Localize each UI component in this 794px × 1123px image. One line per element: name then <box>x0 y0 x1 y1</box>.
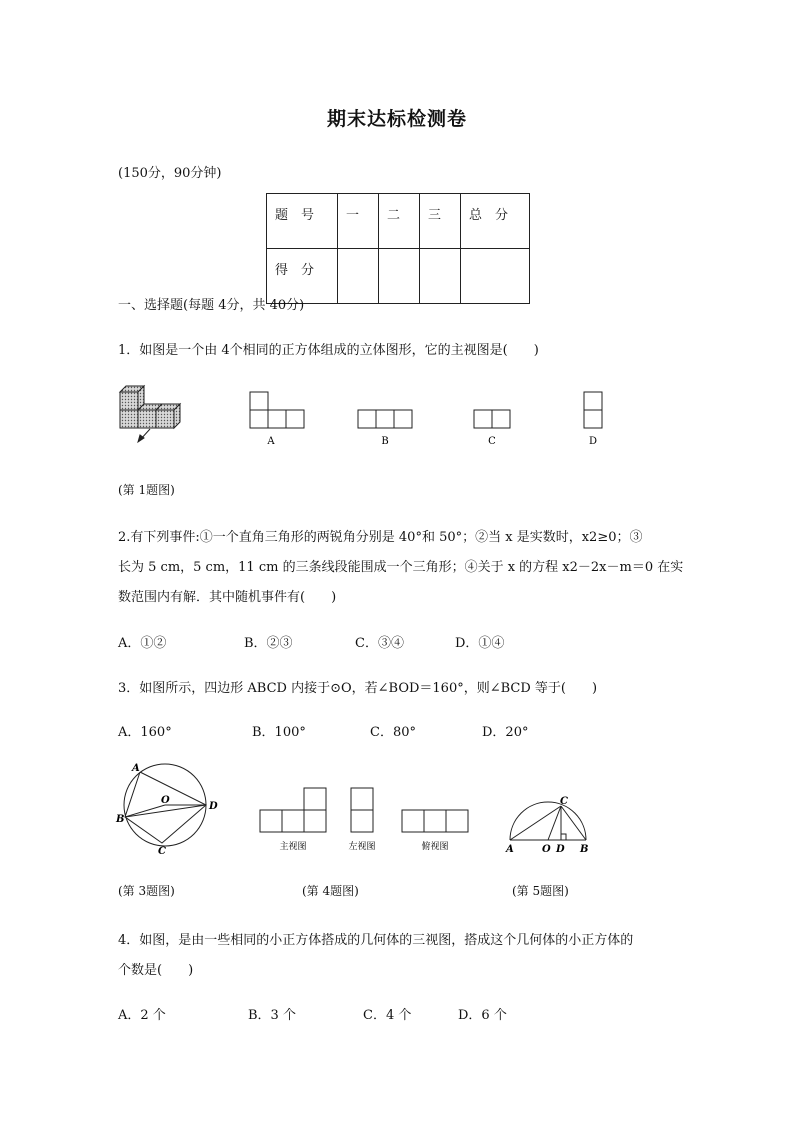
section-heading: 一、选择题(每题 4分，共 40分) <box>118 298 305 313</box>
question-3-stem: 3．如图所示，四边形 ABCD 内接于⊙O，若∠BOD＝160°，则∠BCD 等于( ) <box>118 681 598 696</box>
table-cell: 得 分 <box>267 249 338 304</box>
q2-option-d[interactable]: D．①④ <box>455 636 505 651</box>
option-c-label: C <box>488 436 496 447</box>
question-2-line: 2.有下列事件:①一个直角三角形的两锐角分别是 40°和 50°；②当 x 是实数时，x2≥0；③ <box>118 530 643 545</box>
fig3-label-c: C <box>158 846 166 857</box>
fig4-top-view-label: 俯视图 <box>421 842 449 852</box>
option-a-label: A <box>267 436 275 447</box>
question-1-stem: 1．如图是一个由 4个相同的正方体组成的立体图形，它的主视图是( ) <box>118 343 539 358</box>
q4-option-d[interactable]: D．6 个 <box>458 1008 507 1023</box>
question-4-line: 4．如图，是由一些相同的小正方体搭成的几何体的三视图，搭成这个几何体的小正方体的 <box>118 933 634 948</box>
figure-caption: (第 1题图) <box>118 483 175 497</box>
table-cell: 题 号 <box>267 194 338 249</box>
table-cell: 三 <box>420 194 461 249</box>
q3-option-c[interactable]: C．80° <box>370 725 416 740</box>
fig3-label-o: O <box>161 795 170 806</box>
page-title: 期末达标检测卷 <box>326 108 467 130</box>
figure-3-circle <box>112 760 222 860</box>
fig5-label-d: D <box>556 844 565 855</box>
figure-caption: (第 5题图) <box>512 884 569 898</box>
option-d-figure <box>584 392 602 428</box>
option-b-figure <box>358 410 412 428</box>
score-cell[interactable] <box>461 249 530 304</box>
q4-option-c[interactable]: C．4 个 <box>363 1008 412 1023</box>
figure-caption: (第 4题图) <box>302 884 359 898</box>
table-row <box>267 249 530 304</box>
question-2-line: 长为 5 cm，5 cm，11 cm 的三条线段能围成一个三角形；④关于 x 的方程 x2－2x－m＝0 在实 <box>118 560 684 575</box>
q2-option-a[interactable]: A．①② <box>118 636 167 651</box>
option-c-figure <box>474 410 510 428</box>
fig5-label-a: A <box>506 844 514 855</box>
fig3-label-d: D <box>209 801 218 812</box>
exam-info: (150分，90分钟) <box>118 166 222 181</box>
table-row <box>267 194 530 249</box>
score-cell[interactable] <box>379 249 420 304</box>
fig5-label-o: O <box>542 844 551 855</box>
figure-4-three-views <box>255 782 480 856</box>
table-cell: 二 <box>379 194 420 249</box>
option-a-figure <box>250 392 304 428</box>
figure-caption: (第 3题图) <box>118 884 175 898</box>
fig4-left-view-label: 左视图 <box>348 842 376 852</box>
score-table <box>266 193 530 304</box>
q2-option-b[interactable]: B．②③ <box>244 636 293 651</box>
score-cell[interactable] <box>420 249 461 304</box>
score-cell[interactable] <box>338 249 379 304</box>
fig5-label-b: B <box>580 844 589 855</box>
q3-option-a[interactable]: A．160° <box>118 725 172 740</box>
q3-option-b[interactable]: B．100° <box>252 725 306 740</box>
fig4-front-view-label: 主视图 <box>279 842 307 852</box>
question-2-line: 数范围内有解．其中随机事件有( ) <box>118 590 337 605</box>
fig3-label-b: B <box>116 814 125 825</box>
question-4-line: 个数是( ) <box>118 963 194 978</box>
option-d-label: D <box>588 436 598 447</box>
q4-option-b[interactable]: B．3 个 <box>248 1008 296 1023</box>
table-cell: 一 <box>338 194 379 249</box>
q2-option-c[interactable]: C．③④ <box>355 636 404 651</box>
solid-figure <box>120 386 180 442</box>
figure-5-semicircle <box>500 792 600 856</box>
fig3-label-a: A <box>132 763 140 774</box>
fig5-label-c: C <box>560 796 568 807</box>
q3-option-d[interactable]: D．20° <box>482 725 529 740</box>
table-cell: 总 分 <box>461 194 530 249</box>
q1-figures <box>112 380 632 452</box>
option-b-label: B <box>381 436 389 447</box>
q4-option-a[interactable]: A．2 个 <box>118 1008 166 1023</box>
